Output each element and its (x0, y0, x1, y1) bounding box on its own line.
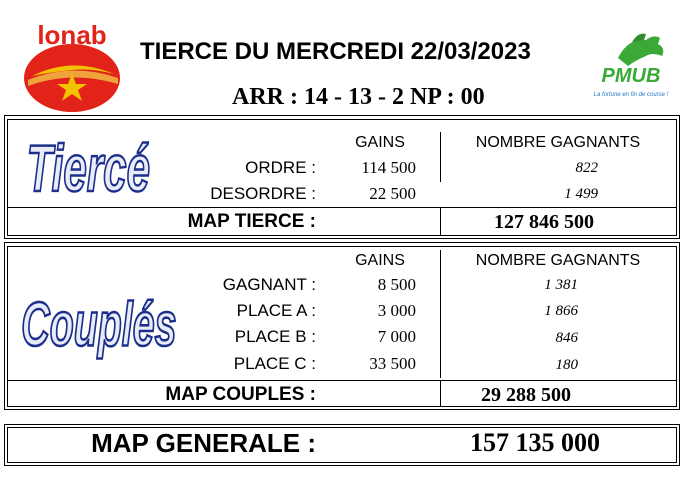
couples-row-gain: 7 000 (377, 327, 416, 346)
tierce-col-gains: GAINS (355, 134, 405, 151)
pmub-slogan: La fortune en fin de course ! (593, 92, 669, 98)
pmub-logo (588, 30, 674, 104)
couples-row-winners: 1 381 (544, 277, 578, 293)
lonab-logo (22, 18, 122, 114)
page-title: TIERCE DU MERCREDI 22/03/2023 (140, 38, 531, 65)
map-couples-value: 29 288 500 (481, 384, 571, 406)
couples-row-gain: 8 500 (377, 275, 416, 294)
arrival-line: ARR : 14 - 13 - 2 NP : 00 (232, 84, 485, 110)
tierce-row-gain: 22 500 (369, 184, 416, 203)
map-generale-value: 157 135 000 (470, 428, 600, 457)
couples-row-label: PLACE A : (236, 301, 316, 320)
tierce-row-label: DESORDRE : (210, 184, 316, 203)
couples-row-label: GAGNANT : (222, 275, 316, 294)
couples-row-winners: 180 (555, 357, 578, 373)
svg-text:Couplés: Couplés (21, 290, 177, 360)
couples-row-label: PLACE C : (233, 354, 316, 373)
map-couples-label: MAP COUPLES : (165, 384, 316, 405)
map-tierce-label: MAP TIERCE : (187, 211, 316, 232)
couples-col-winners: NOMBRE GAGNANTS (475, 252, 641, 269)
tierce-row-winners: 822 (575, 160, 598, 176)
map-generale-label: MAP GENERALE : (91, 428, 316, 458)
couples-col-gains: GAINS (355, 252, 405, 269)
tierce-row-winners: 1 499 (564, 186, 598, 202)
tierce-row-label: ORDRE : (245, 158, 316, 177)
couples-row-gain: 3 000 (377, 301, 416, 320)
map-tierce-value: 127 846 500 (494, 211, 594, 233)
svg-text:Tiercé: Tiercé (26, 131, 151, 206)
couples-row-label: PLACE B : (234, 327, 316, 346)
couples-row-winners: 846 (555, 330, 578, 346)
lonab-logo-text: lonab (37, 20, 107, 50)
tierce-row-gain: 114 500 (361, 158, 416, 177)
couples-row-gain: 33 500 (369, 354, 416, 373)
pmub-logo-text: PMUB (601, 65, 661, 87)
couples-row-winners: 1 866 (544, 303, 578, 319)
tierce-col-winners: NOMBRE GAGNANTS (475, 134, 641, 151)
